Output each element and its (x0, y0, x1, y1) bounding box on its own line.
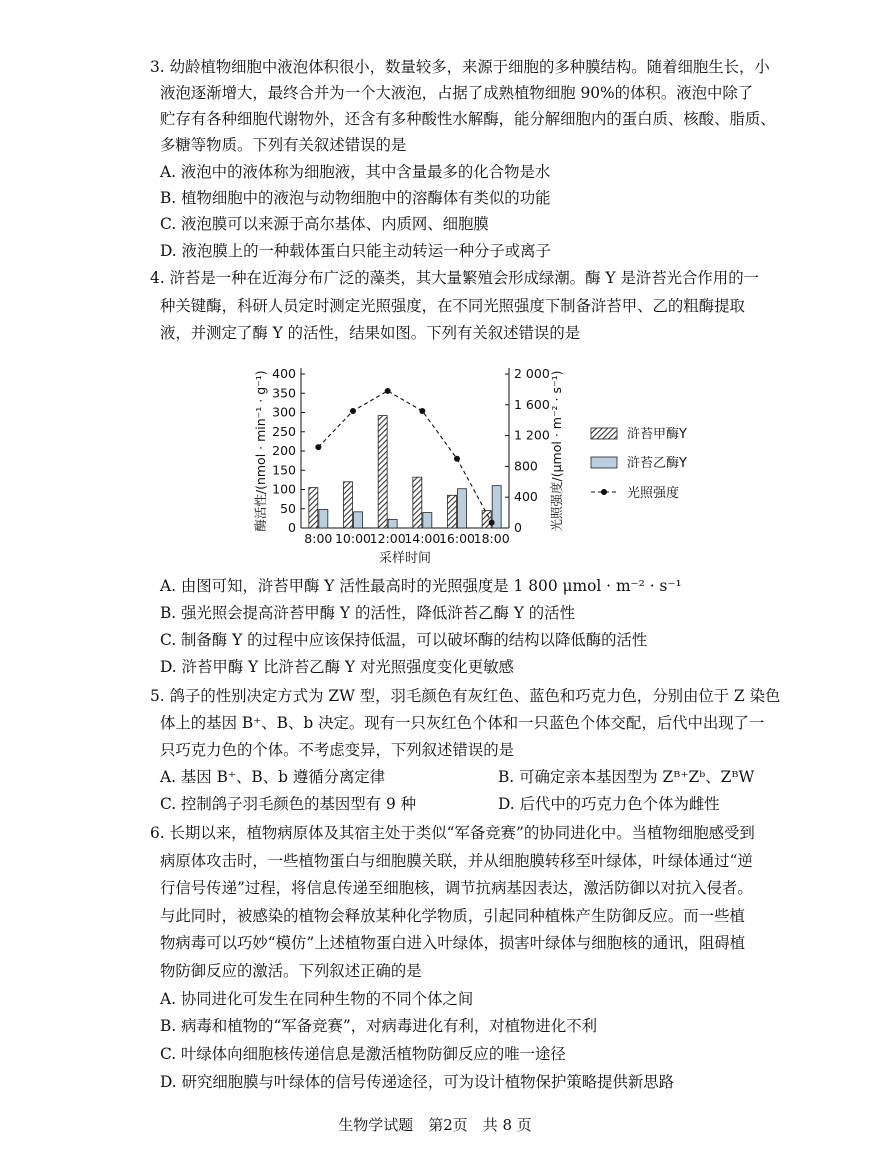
q4-option-a: A. 由图可知，浒苔甲酶 Y 活性最高时的光照强度是 1 800 μmol · m⁻² · s⁻¹ (160, 577, 682, 595)
enzyme-activity-chart (236, 358, 736, 573)
q6-stem-line-1: 6. 长期以来，植物病原体及其宿主处于类似“军备竞赛”的协同进化中。当植物细胞感受到 (150, 824, 755, 842)
y-tick-label: 0 (288, 520, 296, 535)
x-axis-title: 采样时间 (378, 551, 432, 566)
q3-stem-line-1: 3. 幼龄植物细胞中液泡体积很小，数量较多，来源于细胞的多种膜结构。随着细胞生长，小 (150, 58, 770, 76)
q3-option-d: D. 液泡膜上的一种载体蛋白只能主动转运一种分子或离子 (160, 242, 551, 260)
q5-option-a: A. 基因 B⁺、B、b 遵循分离定律 (160, 768, 386, 786)
bar-series1 (378, 416, 387, 528)
bar-series2 (423, 513, 432, 528)
q3-option-c: C. 液泡膜可以来源于高尔基体、内质网、细胞膜 (160, 215, 489, 233)
legend-label-series3: 光照强度 (627, 486, 680, 501)
y2-tick-label: 1 200 (514, 427, 550, 443)
q5-stem-line-2: 体上的基因 B⁺、B、b 决定。现有一只灰红色个体和一只蓝色个体交配，后代中出现了一 (160, 714, 765, 732)
y-axis-title: 酶活性/(nmol · min⁻¹ · g⁻¹) (253, 370, 268, 532)
q5-option-c: C. 控制鸽子羽毛颜色的基因型有 9 种 (160, 795, 417, 813)
bar-series1 (309, 488, 318, 528)
line-point (454, 456, 460, 462)
q4-stem-line-2: 种关键酶，科研人员定时测定光照强度，在不同光照强度下制备浒苔甲、乙的粗酶提取 (160, 297, 745, 315)
q4-option-d: D. 浒苔甲酶 Y 比浒苔乙酶 Y 对光照强度变化更敏感 (160, 658, 514, 676)
legend-swatch-series1 (591, 428, 617, 439)
q6-option-c: C. 叶绿体向细胞核传递信息是激活植物防御反应的唯一途径 (160, 1045, 566, 1063)
q3-stem-line-4: 多糖等物质。下列有关叙述错误的是 (160, 136, 407, 154)
legend-label-series1: 浒苔甲酶Y (627, 427, 687, 442)
y-tick-label: 150 (272, 462, 296, 478)
y-tick-label: 200 (272, 443, 296, 458)
q5-option-b: B. 可确定亲本基因型为 Zᴮ⁺Zᵇ、ZᴮW (498, 768, 755, 786)
q3-option-a: A. 液泡中的液体称为细胞液，其中含量最多的化合物是水 (160, 163, 551, 181)
bar-series2 (319, 510, 328, 528)
q4-stem-line-1: 4. 浒苔是一种在近海分布广泛的藻类，其大量繁殖会形成绿潮。酶 Y 是浒苔光合作用的一 (150, 269, 759, 287)
y-tick-label: 250 (272, 423, 296, 439)
bar-series1 (413, 477, 422, 528)
y2-tick-label: 400 (514, 489, 538, 505)
y-tick-label: 300 (272, 404, 296, 420)
bar-series1 (482, 511, 491, 528)
y-tick-label: 50 (280, 500, 296, 516)
q5-stem-line-1: 5. 鸽子的性别决定方式为 ZW 型，羽毛颜色有灰红色、蓝色和巧克力色，分别由位于 Z 染色 (150, 687, 781, 705)
y-tick-label: 350 (272, 385, 296, 401)
y2-tick-label: 800 (514, 458, 538, 474)
q6-option-b: B. 病毒和植物的“军备竞赛”，对病毒进化有利，对植物进化不利 (160, 1017, 597, 1035)
x-tick-label: 10:00 (334, 531, 372, 546)
q5-option-d: D. 后代中的巧克力色个体为雌性 (498, 795, 720, 813)
q6-option-d: D. 研究细胞膜与叶绿体的信号传递途径，可为设计植物保护策略提供新思路 (160, 1073, 675, 1091)
q4-stem-line-3: 液，并测定了酶 Y 的活性，结果如图。下列有关叙述错误的是 (160, 324, 581, 342)
legend-label-series2: 浒苔乙酶Y (627, 456, 687, 471)
line-point (419, 408, 425, 414)
page-footer: 生物学试题 第2页 共 8 页 (338, 1116, 532, 1134)
y-tick-label: 100 (272, 481, 296, 497)
q6-option-a: A. 协同进化可发生在同种生物的不同个体之间 (160, 990, 474, 1008)
x-tick-label: 8:00 (304, 531, 333, 546)
y2-tick-label: 0 (514, 520, 522, 535)
bar-series1 (344, 482, 353, 528)
q3-stem-line-2: 液泡逐渐增大，最终合并为一个大液泡，占据了成熟植物细胞 90%的体积。液泡中除了 (160, 84, 754, 102)
y2-axis-title: 光照强度/(μmol · m⁻² · s⁻¹) (549, 370, 564, 532)
bar-series2 (388, 520, 397, 528)
line-point (489, 520, 495, 526)
q5-stem-line-3: 只巧克力色的个体。不考虑变异，下列叙述错误的是 (160, 741, 514, 759)
q6-stem-line-5: 物病毒可以巧妙“模仿”上述植物蛋白进入叶绿体，损害叶绿体与细胞核的通讯，阻碍植 (160, 934, 746, 952)
q6-stem-line-4: 与此同时，被感染的植物会释放某种化学物质，引起同种植株产生防御反应。而一些植 (160, 907, 745, 925)
q4-option-b: B. 强光照会提高浒苔甲酶 Y 的活性，降低浒苔乙酶 Y 的活性 (160, 604, 575, 622)
q4-option-c: C. 制备酶 Y 的过程中应该保持低温，可以破坏酶的结构以降低酶的活性 (160, 631, 648, 649)
y-tick-label: 400 (272, 366, 296, 381)
q6-stem-line-6: 物防御反应的激活。下列叙述正确的是 (160, 962, 422, 980)
line-point (385, 388, 391, 394)
q3-option-b: B. 植物细胞中的液泡与动物细胞中的溶酶体有类似的功能 (160, 189, 551, 207)
legend-marker-series3 (601, 489, 607, 495)
bar-series1 (448, 495, 457, 528)
x-tick-label: 18:00 (473, 531, 510, 546)
line-point (315, 444, 321, 450)
y2-tick-label: 2 000 (514, 366, 550, 381)
line-point (350, 408, 356, 414)
y2-tick-label: 1 600 (514, 396, 550, 412)
bar-series2 (458, 489, 467, 528)
x-tick-label: 14:00 (404, 531, 441, 546)
q3-stem-line-3: 贮存有各种细胞代谢物外，还含有多种酸性水解酶，能分解细胞内的蛋白质、核酸、脂质、 (160, 110, 776, 128)
x-tick-label: 12:00 (369, 531, 406, 546)
q6-stem-line-2: 病原体攻击时，一些植物蛋白与细胞膜关联，并从细胞膜转移至叶绿体，叶绿体通过“逆 (160, 852, 753, 870)
q6-stem-line-3: 行信号传递”过程，将信息传递至细胞核，调节抗病基因表达，激活防御以对抗入侵者。 (160, 879, 753, 897)
bar-series2 (354, 512, 363, 528)
legend-swatch-series2 (591, 457, 617, 468)
x-tick-label: 16:00 (438, 531, 476, 546)
